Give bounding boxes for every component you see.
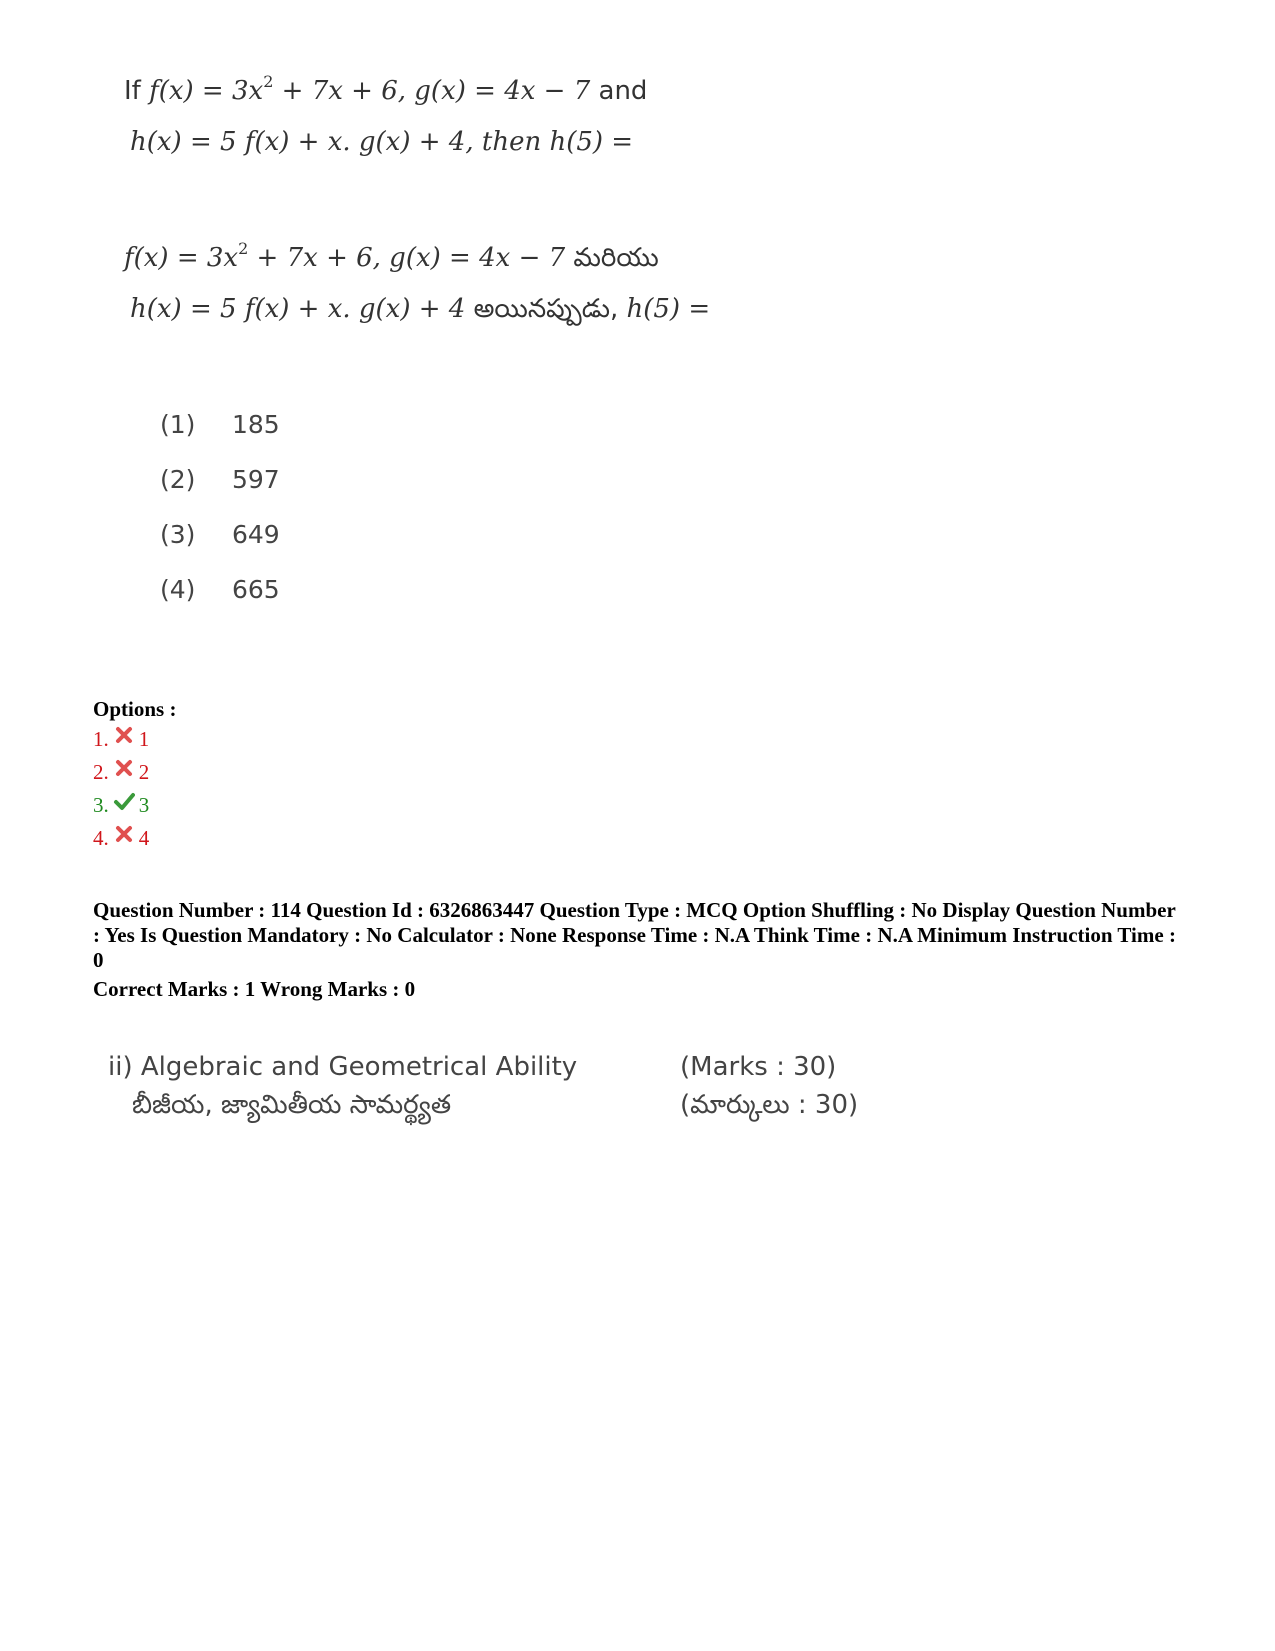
choice-4 <box>160 575 280 604</box>
cross-icon <box>113 823 135 845</box>
question-metadata: Question Number : 114 Question Id : 6326863447 Question Type : MCQ Option Shuffling : No Display Question Number : Yes Is Question Mandatory : No Calculator : None Response Time : N.A Think Time : N.A Minimum Instruction Time : 0 <box>93 898 1176 972</box>
choice-number: (1) <box>160 410 196 439</box>
choice-number: (2) <box>160 465 196 494</box>
question-line-en-2: h(x) = 5 f(x) + x. g(x) + 4, then h(5) = <box>130 127 634 157</box>
option-label: 4 <box>138 826 150 850</box>
option-1 <box>93 727 149 752</box>
choice-value: 665 <box>232 575 280 604</box>
option-4 <box>93 826 149 851</box>
option-index: 4. <box>93 826 109 850</box>
question-line-en-1: If $f(x) = 3x^2 + 7x + 6$, g(x) = 4x − 7 and <box>124 72 648 106</box>
option-index: 3. <box>93 793 109 817</box>
section-marks-te: (మార్కులు : 30) <box>680 1090 859 1120</box>
choice-value: 597 <box>232 465 280 494</box>
option-index: 2. <box>93 760 109 784</box>
option-index: 1. <box>93 727 109 751</box>
choice-number: (4) <box>160 575 196 604</box>
choice-value: 649 <box>232 520 280 549</box>
choice-value: 185 <box>232 410 280 439</box>
checkmark-icon <box>113 790 135 812</box>
choice-2 <box>160 465 280 494</box>
cross-icon <box>113 757 135 779</box>
option-3 <box>93 793 149 818</box>
options-heading: Options : <box>93 697 177 721</box>
option-label: 3 <box>138 793 150 817</box>
choice-3 <box>160 520 280 549</box>
marks-info: Correct Marks : 1 Wrong Marks : 0 <box>93 977 416 1001</box>
cross-icon <box>113 724 135 746</box>
option-label: 2 <box>138 760 150 784</box>
choice-1 <box>160 410 280 439</box>
section-title-te: బీజీయ, జ్యామితీయ సామర్థ్యత <box>132 1090 452 1120</box>
option-label: 1 <box>138 727 150 751</box>
section-title-en: ii) Algebraic and Geometrical Ability <box>108 1052 578 1082</box>
question-line-te-2: h(x) = 5 f(x) + x. g(x) + 4 అయినప్పుడు, h(5) = <box>130 294 711 324</box>
question-line-te-1: $f(x) = 3x^2 + 7x + 6$, g(x) = 4x − 7 మరియు <box>124 239 659 273</box>
section-marks-en: (Marks : 30) <box>680 1052 837 1082</box>
choice-number: (3) <box>160 520 196 549</box>
option-2 <box>93 760 149 785</box>
